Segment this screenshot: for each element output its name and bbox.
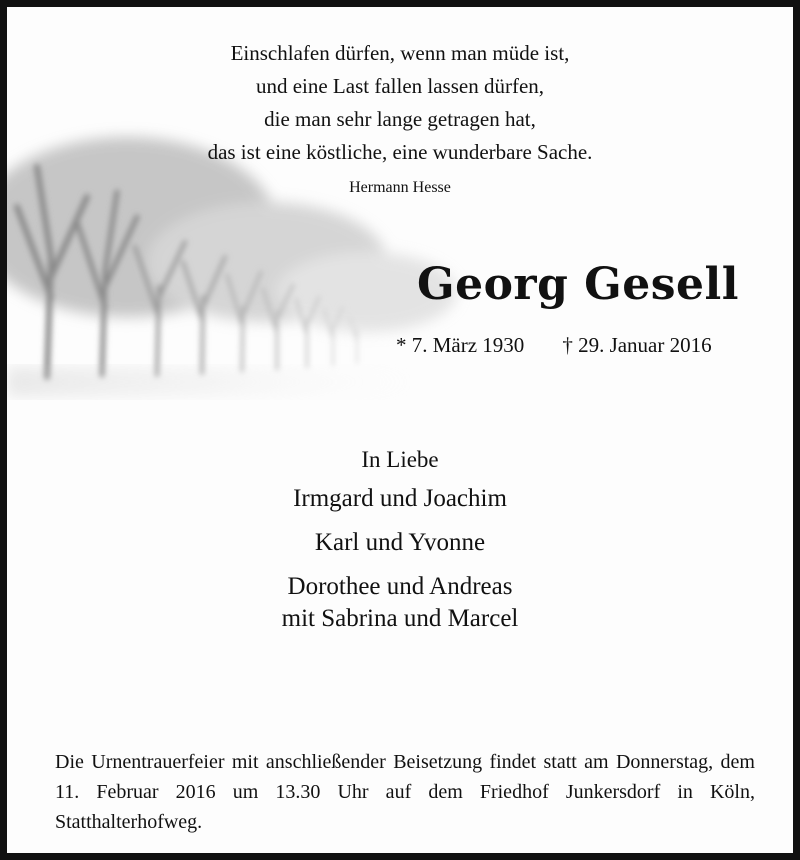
birth-date: * 7. März 1930 [396, 333, 525, 357]
quote-line: die man sehr lange getragen hat, [264, 107, 536, 131]
mourner-line: Dorothee und Andreas [287, 573, 513, 600]
mourners-block [7, 447, 793, 635]
life-dates [396, 333, 712, 358]
quote-line: und eine Last fallen lassen dürfen, [255, 74, 545, 98]
mourners-intro: In Liebe [361, 447, 439, 472]
quote-line: Einschlafen dürfen, wenn man müde ist, [230, 41, 570, 65]
hesse-quote [7, 37, 793, 169]
death-date: † 29. Januar 2016 [562, 333, 712, 357]
mourner-line: Irmgard und Joachim [293, 485, 507, 512]
quote-line: das ist eine köstliche, eine wunderbare Sache. [207, 140, 593, 164]
mourner-line: mit Sabrina und Marcel [281, 605, 519, 632]
funeral-notice: Die Urnentrauerfeier mit anschließender Beisetzung findet statt am Donnerstag, dem 11. Februar 2016 um 13.30 Uhr auf dem Friedhof Junkersdorf in Köln, Statthalterhofweg. [55, 751, 755, 833]
quote-author: Hermann Hesse [349, 179, 451, 196]
deceased-name: Georg Gesell [417, 259, 739, 310]
mourner-line: Karl und Yvonne [314, 529, 486, 556]
